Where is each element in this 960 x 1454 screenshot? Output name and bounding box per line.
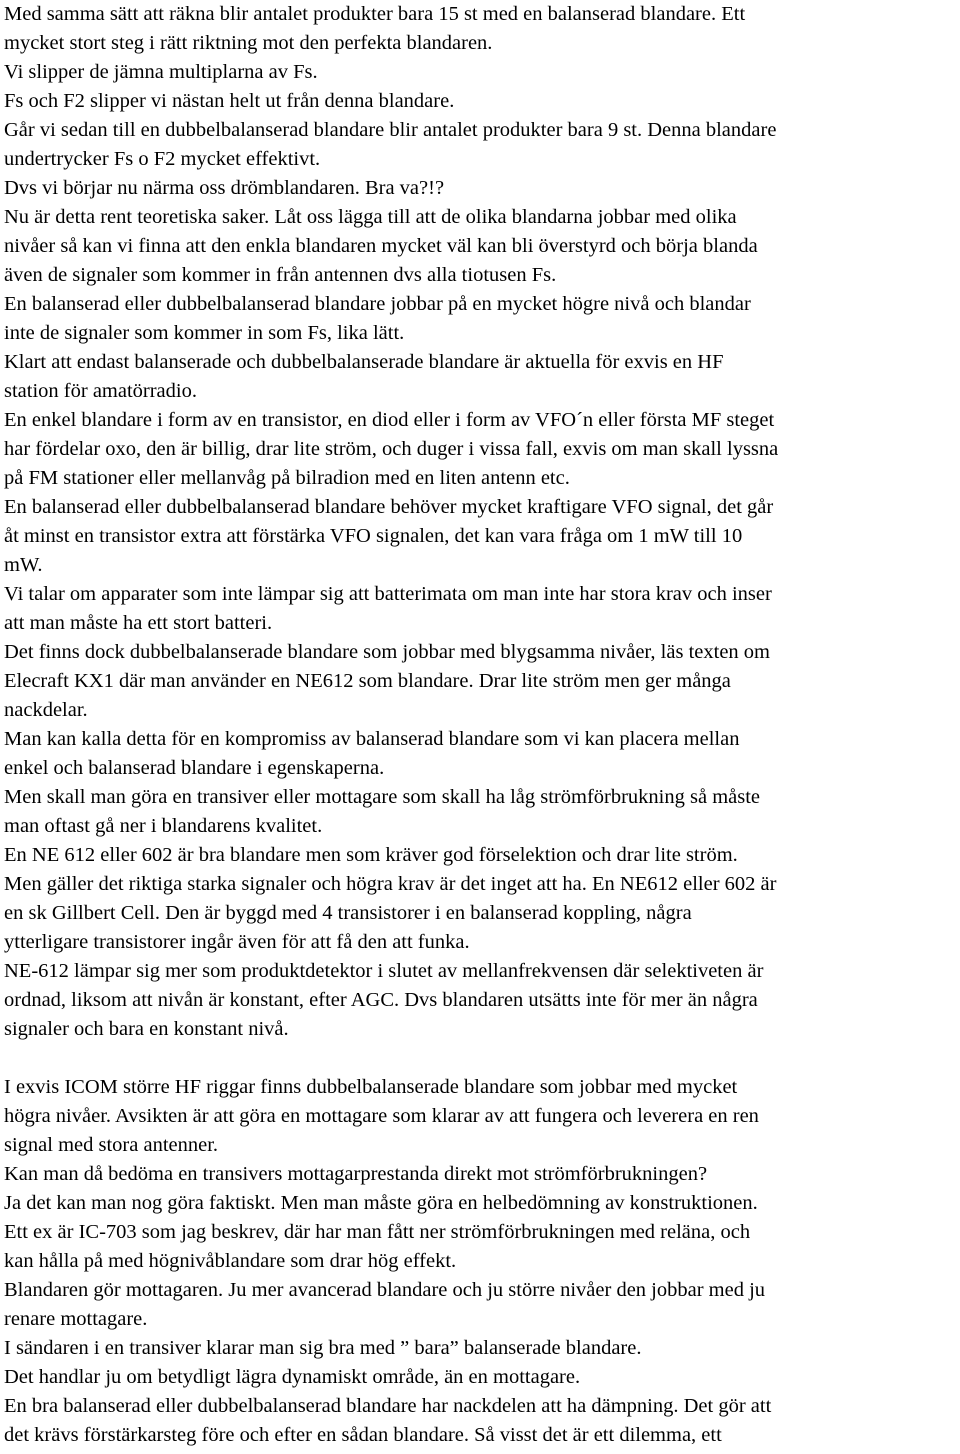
document-page [4,0,954,1450]
text-line: Vi talar om apparater som inte lämpar sig att batterimata om man inte har stora krav och inser [4,583,772,605]
text-line: nackdelar. [4,699,88,721]
text-line: I exvis ICOM större HF riggar finns dubbelbalanserade blandare som jobbar med mycket [4,1076,738,1098]
text-line: en sk Gillbert Cell. Den är byggd med 4 transistorer i en balanserad koppling, några [4,902,692,924]
text-line: Vi slipper de jämna multiplarna av Fs. [4,61,318,83]
text-line: ordnad, liksom att nivån är konstant, efter AGC. Dvs blandaren utsätts inte för mer än några [4,989,758,1011]
text-line: Ett ex är IC-703 som jag beskrev, där har man fått ner strömförbrukningen med reläna, och [4,1221,751,1243]
text-line: En NE 612 eller 602 är bra blandare men som kräver god förselektion och drar lite ström. [4,844,738,866]
text-line: Dvs vi börjar nu närma oss drömblandaren. Bra va?!? [4,177,445,199]
text-line: En balanserad eller dubbelbalanserad blandare jobbar på en mycket högre nivå och blandar [4,293,751,315]
text-line: på FM stationer eller mellanvåg på bilradion med en liten antenn etc. [4,467,570,489]
text-line: Kan man då bedöma en transivers mottagarprestanda direkt mot strömförbrukningen? [4,1163,708,1185]
text-line: Ja det kan man nog göra faktiskt. Men man måste göra en helbedömning av konstruktionen. [4,1192,758,1214]
text-line: signal med stora antenner. [4,1134,219,1156]
text-line: det krävs förstärkarsteg före och efter en sådan blandare. Så visst det är ett dilemma, ett [4,1424,722,1446]
text-line: har fördelar oxo, den är billig, drar lite ström, och duger i vissa fall, exvis om man skall lyssna [4,438,779,460]
text-line: ytterligare transistorer ingår även för att få den att funka. [4,931,470,953]
text-line: nivåer så kan vi finna att den enkla blandaren mycket väl kan bli överstyrd och börja blanda [4,235,758,257]
blank-line [4,1044,954,1073]
text-line: Klart att endast balanserade och dubbelbalanserade blandare är aktuella för exvis en HF [4,351,724,373]
text-line: Men skall man göra en transiver eller mottagare som skall ha låg strömförbrukning så måste [4,786,761,808]
text-line: Fs och F2 slipper vi nästan helt ut från denna blandare. [4,90,455,112]
text-line: Det finns dock dubbelbalanserade blandare som jobbar med blygsamma nivåer, läs texten om [4,641,770,663]
text-line: åt minst en transistor extra att förstärka VFO signalen, det kan vara fråga om 1 mW till 10 [4,525,743,547]
text-line: enkel och balanserad blandare i egenskaperna. [4,757,385,779]
text-line: mycket stort steg i rätt riktning mot den perfekta blandaren. [4,32,493,54]
text-line: station för amatörradio. [4,380,197,402]
text-line: NE-612 lämpar sig mer som produktdetektor i slutet av mellanfrekvensen där selektiveten är [4,960,764,982]
text-line: Går vi sedan till en dubbelbalanserad blandare blir antalet produkter bara 9 st. Denna blandare [4,119,777,141]
text-line: Man kan kalla detta för en kompromiss av balanserad blandare som vi kan placera mellan [4,728,740,750]
text-line: inte de signaler som kommer in som Fs, lika lätt. [4,322,405,344]
text-line: kan hålla på med högnivåblandare som drar hög effekt. [4,1250,457,1272]
text-line: att man måste ha ett stort batteri. [4,612,273,634]
text-line: En balanserad eller dubbelbalanserad blandare behöver mycket kraftigare VFO signal, det går [4,496,774,518]
text-line: Blandaren gör mottagaren. Ju mer avancerad blandare och ju större nivåer den jobbar med ju [4,1279,766,1301]
text-line: man oftast gå ner i blandarens kvalitet. [4,815,323,837]
text-line: högra nivåer. Avsikten är att göra en mottagare som klarar av att fungera och leverera en ren [4,1105,759,1127]
text-line: signaler och bara en konstant nivå. [4,1018,289,1040]
text-line: Men gäller det riktiga starka signaler och högra krav är det inget att ha. En NE612 eller 602 är [4,873,777,895]
text-line: Det handlar ju om betydligt lägra dynamiskt område, än en mottagare. [4,1366,581,1388]
text-line: En enkel blandare i form av en transistor, en diod eller i form av VFO´n eller första MF steget [4,409,775,431]
text-line: I sändaren i en transiver klarar man sig bra med ” bara” balanserade blandare. [4,1337,642,1359]
text-line: Elecraft KX1 där man använder en NE612 som blandare. Drar lite ström men ger många [4,670,731,692]
text-line: renare mottagare. [4,1308,148,1330]
text-line: Med samma sätt att räkna blir antalet produkter bara 15 st med en balanserad blandare. Ett [4,3,746,25]
text-line: undertrycker Fs o F2 mycket effektivt. [4,148,321,170]
text-line: mW. [4,554,43,576]
text-line: En bra balanserad eller dubbelbalanserad blandare har nackdelen att ha dämpning. Det gör att [4,1395,772,1417]
text-line: även de signaler som kommer in från antennen dvs alla tiotusen Fs. [4,264,557,286]
text-line: Nu är detta rent teoretiska saker. Låt oss lägga till att de olika blandarna jobbar med olika [4,206,737,228]
